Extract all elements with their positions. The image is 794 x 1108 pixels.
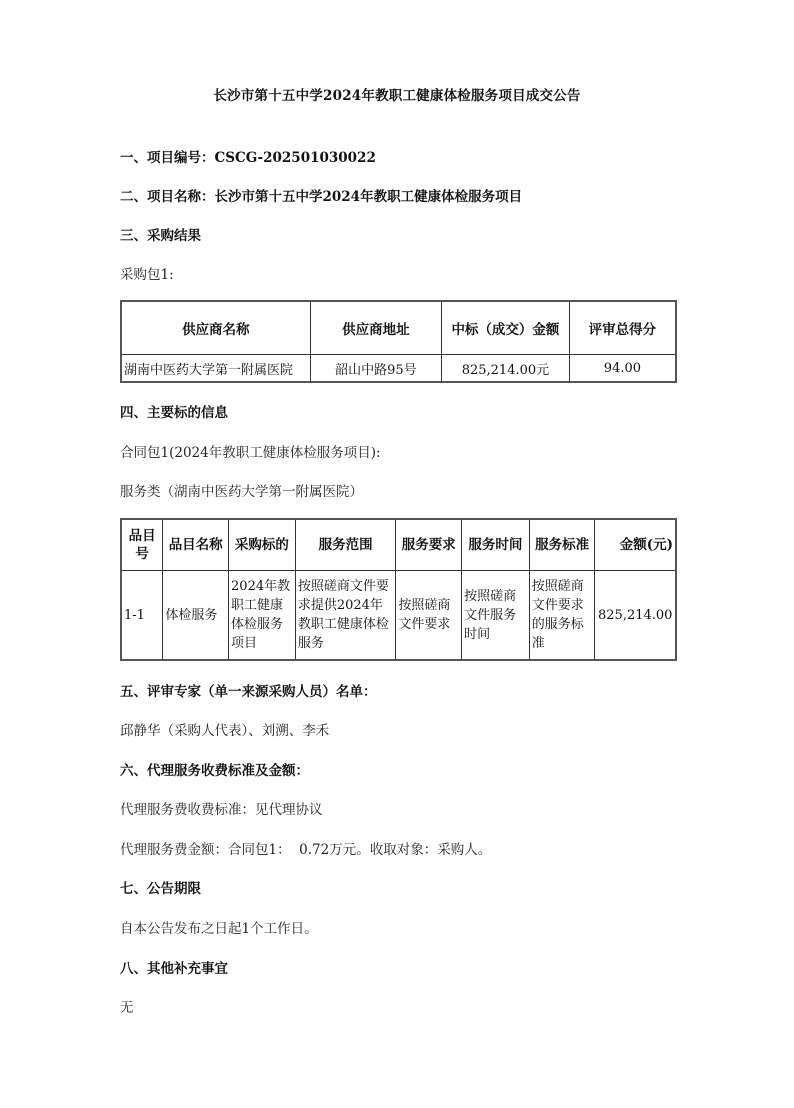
cell-total-score: 94.00 <box>569 355 676 383</box>
header-procurement-subject: 采购标的 <box>229 519 296 571</box>
package-label: 采购包1: <box>120 267 174 283</box>
cell-award-amount: 825,214.00元 <box>442 355 570 383</box>
table-row <box>121 571 676 661</box>
cell-amount: 825,214.00 <box>595 571 676 661</box>
table-row <box>121 355 676 383</box>
cell-procurement-subject: 2024年教职工健康体检服务项目 <box>229 571 296 661</box>
section-procurement-result: 三、采购结果 <box>120 228 201 244</box>
result-table-header-row <box>121 301 676 355</box>
header-item-number: 品目号 <box>121 519 163 571</box>
header-supplier-name: 供应商名称 <box>121 301 310 355</box>
subject-table-header-row <box>121 519 676 571</box>
subject-table <box>120 518 677 661</box>
fee-standard: 代理服务费收费标准：见代理协议 <box>120 802 323 818</box>
section-notice-period: 七、公告期限 <box>120 881 201 897</box>
header-amount: 金额(元) <box>595 519 676 571</box>
cell-service-scope: 按照磋商文件要求提供2024年教职工健康体检服务 <box>295 571 396 661</box>
header-award-amount: 中标（成交）金额 <box>442 301 570 355</box>
service-category-label: 服务类（湖南中医药大学第一附属医院） <box>120 484 363 500</box>
header-supplier-address: 供应商地址 <box>310 301 441 355</box>
header-item-name: 品目名称 <box>163 519 229 571</box>
experts-list: 邱静华（采购人代表）、刘溯、李禾 <box>120 723 330 739</box>
cell-supplier-address: 韶山中路95号 <box>310 355 441 383</box>
contract-package-label: 合同包1(2024年教职工健康体检服务项目): <box>120 445 381 461</box>
fee-amount: 代理服务费金额：合同包1： 0.72万元。收取对象：采购人。 <box>120 842 492 858</box>
cell-service-requirement: 按照磋商文件要求 <box>396 571 462 661</box>
cell-supplier-name: 湖南中医药大学第一附属医院 <box>121 355 310 383</box>
header-total-score: 评审总得分 <box>569 301 676 355</box>
cell-service-standard: 按照磋商文件要求的服务标准 <box>529 571 595 661</box>
header-service-time: 服务时间 <box>462 519 530 571</box>
section-project-name: 二、项目名称：长沙市第十五中学2024年教职工健康体检服务项目 <box>120 189 523 205</box>
header-service-scope: 服务范围 <box>295 519 396 571</box>
other-matters-text: 无 <box>120 1000 134 1016</box>
notice-period-text: 自本公告发布之日起1个工作日。 <box>120 921 318 937</box>
page-title: 长沙市第十五中学2024年教职工健康体检服务项目成交公告 <box>213 88 581 104</box>
section-other-matters: 八、其他补充事宜 <box>120 961 228 977</box>
section-experts: 五、评审专家（单一来源采购人员）名单： <box>120 684 377 700</box>
section-subject-info: 四、主要标的信息 <box>120 405 228 421</box>
cell-item-name: 体检服务 <box>163 571 229 661</box>
section-agency-fee: 六、代理服务收费标准及金额： <box>120 763 309 779</box>
header-service-requirement: 服务要求 <box>396 519 462 571</box>
section-project-number: 一、项目编号：CSCG-202501030022 <box>120 150 376 166</box>
result-table <box>120 300 677 383</box>
cell-service-time: 按照磋商文件服务时间 <box>462 571 530 661</box>
header-service-standard: 服务标准 <box>529 519 595 571</box>
cell-item-number: 1-1 <box>121 571 163 661</box>
